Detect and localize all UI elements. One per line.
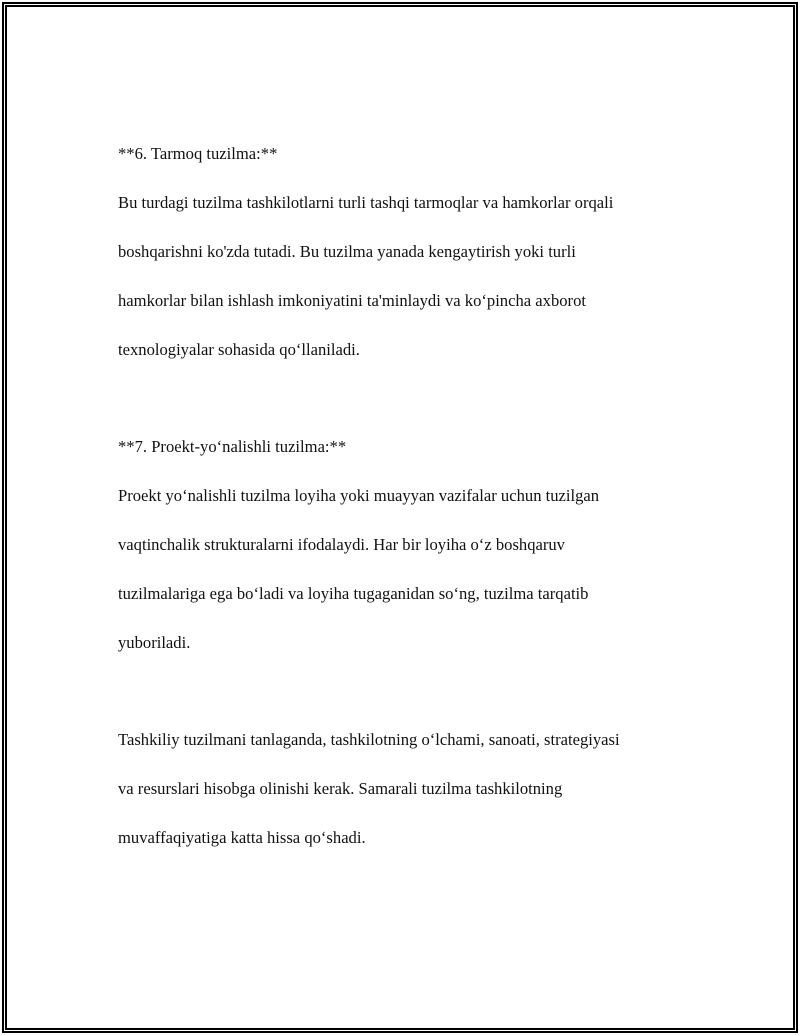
text-line: vaqtinchalik strukturalarni ifodalaydi. Har bir loyiha o‘z boshqaruv [118,534,565,554]
text-line: Proekt yo‘nalishli tuzilma loyiha yoki muayyan vazifalar uchun tuzilgan [118,486,600,506]
text-line: texnologiyalar sohasida qo‘llaniladi. [118,339,360,359]
section-network-structure [118,118,708,386]
text-line: yuboriladi. [118,632,191,652]
text-line: hamkorlar bilan ishlash imkoniyatini ta'minlaydi va ko‘pincha axborot [118,290,586,310]
section-heading: **6. Tarmoq tuzilma:** [118,144,278,164]
document-body [118,118,708,899]
conclusion-paragraph [118,704,708,875]
text-line: Tashkiliy tuzilmani tanlaganda, tashkilotning o‘lchami, sanoati, strategiyasi [118,730,620,750]
text-line: Bu turdagi tuzilma tashkilotlarni turli tashqi tarmoqlar va hamkorlar orqali [118,193,614,213]
text-line: tuzilmalariga ega bo‘ladi va loyiha tugaganidan so‘ng, tuzilma tarqatib [118,583,589,603]
section-heading: **7. Proekt-yo‘nalishli tuzilma:** [118,437,347,457]
section-project-structure [118,411,708,679]
text-line: va resurslari hisobga olinishi kerak. Samarali tuzilma tashkilotning [118,778,563,798]
text-line: boshqarishni ko'zda tutadi. Bu tuzilma yanada kengaytirish yoki turli [118,242,576,262]
text-line: muvaffaqiyatiga katta hissa qo‘shadi. [118,827,366,847]
